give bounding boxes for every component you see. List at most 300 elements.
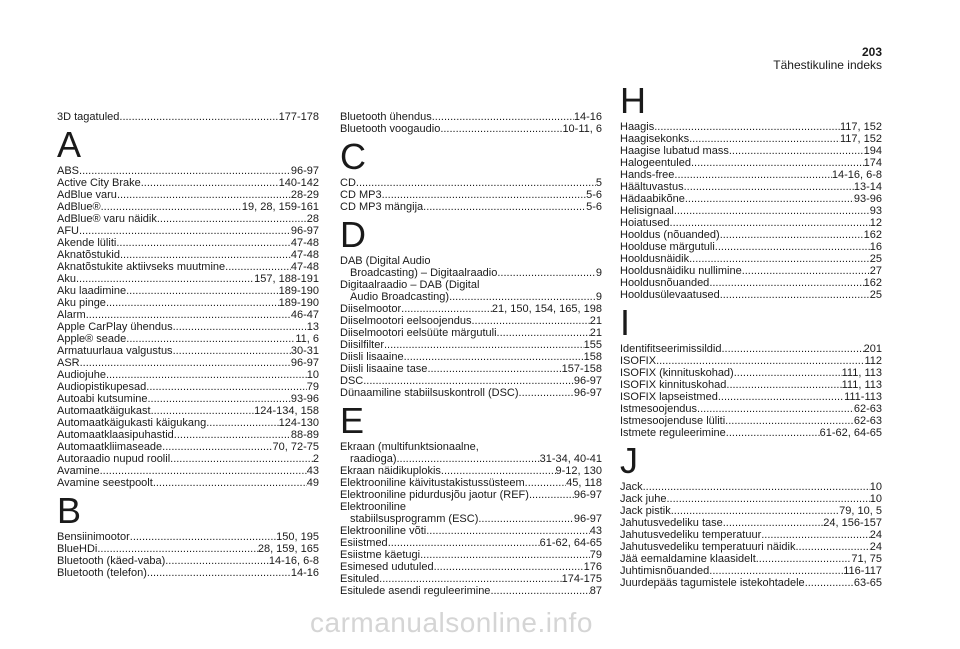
- index-term: Esiistmed: [340, 537, 388, 549]
- leader-dots: [761, 529, 870, 541]
- index-term: Elektrooniline käivitustakistussüsteem: [340, 477, 525, 489]
- index-term: Dünaamiline stabiilsuskontroll (DSC): [340, 387, 519, 399]
- page-reference: 70, 72-75: [272, 441, 319, 453]
- page-reference: 43: [306, 465, 319, 477]
- page-reference: 155: [583, 339, 602, 351]
- page-reference: 162: [863, 229, 882, 241]
- index-entry: [57, 543, 319, 555]
- index-term: Ekraan näidikuplokis: [340, 465, 441, 477]
- index-entry: [620, 403, 882, 415]
- leader-dots: [86, 309, 291, 321]
- page-reference: 157-158: [561, 363, 602, 375]
- leader-dots: [148, 393, 291, 405]
- index-term: Armatuurlaua valgustus: [57, 345, 173, 357]
- index-term: Hädaabikõne: [620, 193, 685, 205]
- index-entry: [620, 415, 882, 427]
- letter-heading-b: B: [57, 490, 82, 531]
- index-entry: [620, 289, 882, 301]
- leader-dots: [519, 387, 574, 399]
- leader-dots: [723, 517, 824, 529]
- index-term: Jack juhe: [620, 493, 667, 505]
- index-entry: [57, 429, 319, 441]
- index-term: Diiselmootor: [340, 303, 402, 315]
- page-reference: 177-178: [278, 111, 319, 123]
- page-reference: 31-34, 40-41: [539, 453, 602, 465]
- page-reference: 96-97: [290, 357, 319, 369]
- page-reference: 174: [863, 157, 882, 169]
- index-term: Apple® seade: [57, 333, 127, 345]
- index-entry: [57, 357, 319, 369]
- index-term: CD MP3 mängija: [340, 201, 424, 213]
- page-reference: 47-48: [290, 261, 319, 273]
- index-entry: [340, 465, 602, 477]
- index-entry: [620, 553, 882, 565]
- leader-dots: [225, 261, 291, 273]
- leader-dots: [725, 415, 854, 427]
- index-term: Hooldusnäidik: [620, 253, 690, 265]
- index-entry: [620, 529, 882, 541]
- page-reference: 21: [589, 327, 602, 339]
- index-entry: [57, 201, 319, 213]
- index-term: Automaatkliimaseade: [57, 441, 163, 453]
- leader-dots: [449, 291, 596, 303]
- leader-dots: [97, 543, 257, 555]
- index-term: Jahutusvedeliku temperatuuri näidik: [620, 541, 796, 553]
- page-reference: 27: [869, 265, 882, 277]
- leader-dots: [384, 339, 584, 351]
- index-term: Automaatkäigukast: [57, 405, 151, 417]
- index-term: Audio Broadcasting): [350, 291, 450, 303]
- leader-dots: [100, 465, 307, 477]
- page-reference: 96-97: [573, 489, 602, 501]
- index-entry: [340, 549, 602, 561]
- index-entry: [620, 121, 882, 133]
- index-entry: [340, 489, 602, 501]
- index-term: Diisli lisaaine tase: [340, 363, 428, 375]
- page-reference: 5-6: [586, 189, 602, 201]
- index-term: AdBlue®: [57, 201, 101, 213]
- page-reference: 93: [869, 205, 882, 217]
- page-reference: 96-97: [573, 513, 602, 525]
- leader-dots: [146, 381, 306, 393]
- index-entry: [620, 517, 882, 529]
- index-entry: [57, 555, 319, 567]
- index-term: Istmete reguleerimine: [620, 427, 726, 439]
- leader-dots: [420, 549, 590, 561]
- leader-dots: [671, 505, 839, 517]
- index-entry: [57, 213, 319, 225]
- leader-dots: [685, 193, 854, 205]
- leader-dots: [157, 213, 307, 225]
- index-entry: [620, 169, 882, 181]
- index-term: Haagis: [620, 121, 655, 133]
- index-term: 3D tagatuled: [57, 111, 120, 123]
- page-reference: 24, 156-157: [823, 517, 882, 529]
- index-entry: [57, 393, 319, 405]
- index-entry: [340, 315, 602, 327]
- index-term: Esiistme käetugi: [340, 549, 421, 561]
- page-reference: 111-113: [844, 391, 882, 403]
- index-term: Avamine seestpoolt: [57, 477, 153, 489]
- page-reference: 14-16: [573, 111, 602, 123]
- index-term: Bluetooth (käed-vaba): [57, 555, 166, 567]
- leader-dots: [153, 477, 307, 489]
- index-term: Istmesoojenduse lüliti: [620, 415, 726, 427]
- page-reference: 124-134, 158: [254, 405, 319, 417]
- index-entry: [57, 165, 319, 177]
- page-reference: 61-62, 64-65: [819, 427, 882, 439]
- page-reference: 87: [589, 585, 602, 597]
- leader-dots: [497, 327, 590, 339]
- leader-dots: [119, 111, 278, 123]
- leader-dots: [691, 157, 864, 169]
- index-term: Esimesed udutuled: [340, 561, 434, 573]
- index-term: Hooldus (nõuanded): [620, 229, 720, 241]
- index-term: ISOFIX (kinnituskohad): [620, 367, 734, 379]
- index-term: ISOFIX lapseistmed: [620, 391, 718, 403]
- index-entry-first-line: DAB (Digital Audio: [340, 255, 431, 267]
- page-reference: 96-97: [573, 375, 602, 387]
- index-term: Diisli lisaaine: [340, 351, 404, 363]
- page-reference: 62-63: [853, 403, 882, 415]
- page-reference: 61-62, 64-65: [539, 537, 602, 549]
- leader-dots: [654, 121, 840, 133]
- group-b: [57, 531, 319, 579]
- index-entry: [620, 355, 882, 367]
- group-pre-col2: [340, 111, 602, 135]
- leader-dots: [471, 315, 589, 327]
- index-term: Halogeentuled: [620, 157, 691, 169]
- page-reference: 201: [863, 343, 882, 355]
- page-reference: 116-117: [843, 565, 882, 577]
- page-reference: 13: [306, 321, 319, 333]
- page-reference: 25: [869, 289, 882, 301]
- index-term: Hoolduse märgutuli: [620, 241, 715, 253]
- index-entry: [620, 505, 882, 517]
- index-entry: [620, 181, 882, 193]
- index-entry: [340, 387, 602, 399]
- index-term: raadioga): [350, 453, 397, 465]
- index-entry: [620, 343, 882, 355]
- index-entry-first-line: Ekraan (multifunktsionaalne,: [340, 441, 479, 453]
- index-entry: [57, 297, 319, 309]
- index-entry: [340, 201, 602, 213]
- index-entry: [620, 577, 882, 589]
- letter-heading-c: C: [340, 136, 366, 177]
- page-reference: 25: [869, 253, 882, 265]
- leader-dots: [80, 357, 291, 369]
- index-entry: [57, 567, 319, 579]
- index-entry: [57, 405, 319, 417]
- leader-dots: [674, 169, 831, 181]
- leader-dots: [742, 265, 870, 277]
- index-term: stabiilsusprogramm (ESC): [350, 513, 479, 525]
- index-entry: [340, 339, 602, 351]
- group-i: [620, 343, 882, 439]
- index-term: AFU: [57, 225, 79, 237]
- page-reference: 71, 75: [851, 553, 882, 565]
- index-term: Esituled: [340, 573, 380, 585]
- index-entry: [340, 189, 602, 201]
- index-term: Akende lüliti: [57, 237, 117, 249]
- index-term: AdBlue varu: [57, 189, 117, 201]
- page-reference: 96-97: [290, 225, 319, 237]
- leader-dots: [689, 133, 840, 145]
- leader-dots: [79, 225, 291, 237]
- index-entry: [57, 531, 319, 543]
- leader-dots: [363, 375, 574, 387]
- page-reference: 30-31: [290, 345, 319, 357]
- leader-dots: [116, 237, 291, 249]
- index-term: ABS: [57, 165, 80, 177]
- index-term: Bluetooth voogaudio: [340, 123, 441, 135]
- page-reference: 13-14: [853, 181, 882, 193]
- index-entry: [340, 375, 602, 387]
- index-term: Istmesoojendus: [620, 403, 698, 415]
- page-reference: 46-47: [290, 309, 319, 321]
- index-column-1: [57, 111, 319, 579]
- leader-dots: [141, 177, 279, 189]
- index-entry: [620, 229, 882, 241]
- index-entry: [57, 225, 319, 237]
- leader-dots: [76, 273, 254, 285]
- page-reference: 9: [595, 291, 602, 303]
- page-reference: 79: [589, 549, 602, 561]
- leader-dots: [656, 355, 864, 367]
- index-entry: [340, 255, 602, 279]
- index-entry: [57, 237, 319, 249]
- page-reference: 111, 113: [841, 379, 882, 391]
- leader-dots: [173, 345, 291, 357]
- index-entry: [57, 345, 319, 357]
- leader-dots: [721, 343, 863, 355]
- index-entry-first-line: Elektrooniline: [340, 501, 407, 513]
- group-d: [340, 255, 602, 399]
- index-term: Hooldusnäidiku nullimine: [620, 265, 742, 277]
- leader-dots: [689, 253, 870, 265]
- page-reference: 79: [306, 381, 319, 393]
- leader-dots: [130, 531, 276, 543]
- leader-dots: [796, 541, 870, 553]
- leader-dots: [162, 441, 272, 453]
- leader-dots: [805, 577, 854, 589]
- index-term: Audiopistikupesad: [57, 381, 147, 393]
- index-term: Esitulede asendi reguleerimine: [340, 585, 491, 597]
- index-entry: [340, 363, 602, 375]
- page-reference: 45, 118: [566, 477, 602, 489]
- group-e: [340, 441, 602, 597]
- page-reference: 10: [306, 369, 319, 381]
- index-term: Häältuvastus: [620, 181, 684, 193]
- index-term: Hooldusülevaatused: [620, 289, 720, 301]
- index-entry: [57, 381, 319, 393]
- index-term: Bluetooth ühendus: [340, 111, 432, 123]
- page-reference: 10-11, 6: [562, 123, 602, 135]
- index-term: Automaatkäigukasti käigukang: [57, 417, 207, 429]
- page-reference: 9-12, 130: [555, 465, 602, 477]
- page-reference: 140-142: [278, 177, 319, 189]
- leader-dots: [423, 201, 586, 213]
- page-reference: 117, 152: [839, 133, 882, 145]
- index-entry: [340, 123, 602, 135]
- page-reference: 28, 159, 165: [257, 543, 319, 555]
- index-entry: [620, 493, 882, 505]
- index-term: Alarm: [57, 309, 86, 321]
- index-term: Aknatõstukite aktiivseks muutmine: [57, 261, 226, 273]
- index-entry: [340, 477, 602, 489]
- page-reference: 43: [589, 525, 602, 537]
- watermark: carmanualsonline.info: [310, 607, 593, 638]
- index-entry: [340, 327, 602, 339]
- page-reference: 93-96: [290, 393, 319, 405]
- index-entry: [57, 465, 319, 477]
- group-c: [340, 177, 602, 213]
- leader-dots: [441, 465, 556, 477]
- leader-dots: [382, 189, 587, 201]
- index-entry: [340, 537, 602, 549]
- index-entry: [620, 541, 882, 553]
- index-term: Identifitseerimissildid: [620, 343, 722, 355]
- index-entry: [620, 217, 882, 229]
- index-term: Hoiatused: [620, 217, 670, 229]
- page-reference: 111, 113: [841, 367, 882, 379]
- index-entry: [57, 273, 319, 285]
- leader-dots: [356, 177, 596, 189]
- leader-dots: [427, 363, 561, 375]
- index-term: ASR: [57, 357, 80, 369]
- page-reference: 112: [864, 355, 882, 367]
- leader-dots: [478, 513, 573, 525]
- index-term: Audiojuhe: [57, 369, 106, 381]
- page-reference: 157, 188-191: [254, 273, 319, 285]
- leader-dots: [379, 573, 561, 585]
- index-entry: [620, 379, 882, 391]
- index-term: Helisignaal: [620, 205, 674, 217]
- letter-heading-a: A: [57, 124, 82, 165]
- letter-heading-h: H: [620, 80, 646, 121]
- leader-dots: [174, 429, 291, 441]
- index-entry: [620, 277, 882, 289]
- index-entry: [340, 525, 602, 537]
- leader-dots: [101, 201, 242, 213]
- page-reference: 96-97: [290, 165, 319, 177]
- index-entry: [57, 261, 319, 273]
- index-entry: [57, 453, 319, 465]
- index-term: Hands-free: [620, 169, 675, 181]
- page-reference: 88-89: [290, 429, 319, 441]
- index-entry: [340, 351, 602, 363]
- leader-dots: [709, 277, 863, 289]
- leader-dots: [79, 165, 291, 177]
- leader-dots: [404, 351, 584, 363]
- index-entry: [57, 369, 319, 381]
- page-reference: 47-48: [290, 249, 319, 261]
- letter-heading-i: I: [620, 302, 631, 343]
- index-term: Jahutusvedeliku temperatuur: [620, 529, 762, 541]
- index-term: Diiselmootori eelsoojendus: [340, 315, 472, 327]
- index-term: Aku: [57, 273, 76, 285]
- page-reference: 10: [869, 493, 882, 505]
- index-entry: [340, 441, 602, 465]
- leader-dots: [729, 145, 864, 157]
- index-entry: [620, 427, 882, 439]
- index-entry: [57, 477, 319, 489]
- page-reference: 189-190: [278, 297, 319, 309]
- leader-dots: [715, 241, 870, 253]
- leader-dots: [126, 285, 279, 297]
- leader-dots: [206, 417, 278, 429]
- page-reference: 63-65: [853, 577, 882, 589]
- page-reference: 158: [583, 351, 602, 363]
- index-entry: [57, 189, 319, 201]
- page-reference: 93-96: [853, 193, 882, 205]
- page-reference: 21, 150, 154, 165, 198: [491, 303, 602, 315]
- section-title: Tähestikuline indeks: [773, 58, 882, 72]
- index-term: Haagise lubatud mass: [620, 145, 729, 157]
- leader-dots: [720, 229, 864, 241]
- index-term: Broadcasting) – Digitaalraadio: [350, 267, 498, 279]
- index-entry: [57, 309, 319, 321]
- page-reference: 174-175: [561, 573, 602, 585]
- index-term: ISOFIX kinnituskohad: [620, 379, 727, 391]
- index-term: Elektrooniline võti: [340, 525, 427, 537]
- page-reference: 24: [869, 529, 882, 541]
- leader-dots: [497, 267, 596, 279]
- index-term: Jää eemaldamine klaasidelt: [620, 553, 756, 565]
- page-reference: 2: [312, 453, 319, 465]
- index-term: Juhtimisnõuanded: [620, 565, 710, 577]
- group-pre-col1: [57, 111, 319, 123]
- index-entry: [57, 177, 319, 189]
- index-entry: [57, 285, 319, 297]
- index-term: AdBlue® varu näidik: [57, 213, 157, 225]
- index-entry: [57, 441, 319, 453]
- leader-dots: [434, 561, 584, 573]
- page-reference: 176: [583, 561, 602, 573]
- page-reference: 14-16, 6-8: [268, 555, 319, 567]
- leader-dots: [720, 289, 870, 301]
- page-reference: 96-97: [573, 387, 602, 399]
- leader-dots: [106, 369, 307, 381]
- index-term: Haagisekonks: [620, 133, 690, 145]
- page-reference: 12: [869, 217, 882, 229]
- index-term: Elektrooniline pidurdusjõu jaotur (REF): [340, 489, 529, 501]
- leader-dots: [734, 367, 842, 379]
- leader-dots: [126, 333, 295, 345]
- page-reference: 14-16: [290, 567, 319, 579]
- leader-dots: [718, 391, 844, 403]
- index-term: BlueHDi: [57, 543, 98, 555]
- index-entry: [57, 111, 319, 123]
- leader-dots: [666, 493, 869, 505]
- page-reference: 194: [863, 145, 882, 157]
- index-entry: [57, 333, 319, 345]
- index-term: Hooldusnõuanded: [620, 277, 710, 289]
- index-term: Autoraadio nupud roolil: [57, 453, 171, 465]
- page-reference: 150, 195: [276, 531, 319, 543]
- leader-dots: [643, 481, 870, 493]
- index-entry: [620, 145, 882, 157]
- index-term: CD: [340, 177, 356, 189]
- leader-dots: [117, 189, 291, 201]
- page-reference: 9: [595, 267, 602, 279]
- index-entry: [57, 417, 319, 429]
- index-entry: [620, 133, 882, 145]
- index-term: Diiselmootori eelsüüte märgutuli: [340, 327, 497, 339]
- index-entry: [57, 249, 319, 261]
- index-entry: [620, 391, 882, 403]
- index-entry: [620, 157, 882, 169]
